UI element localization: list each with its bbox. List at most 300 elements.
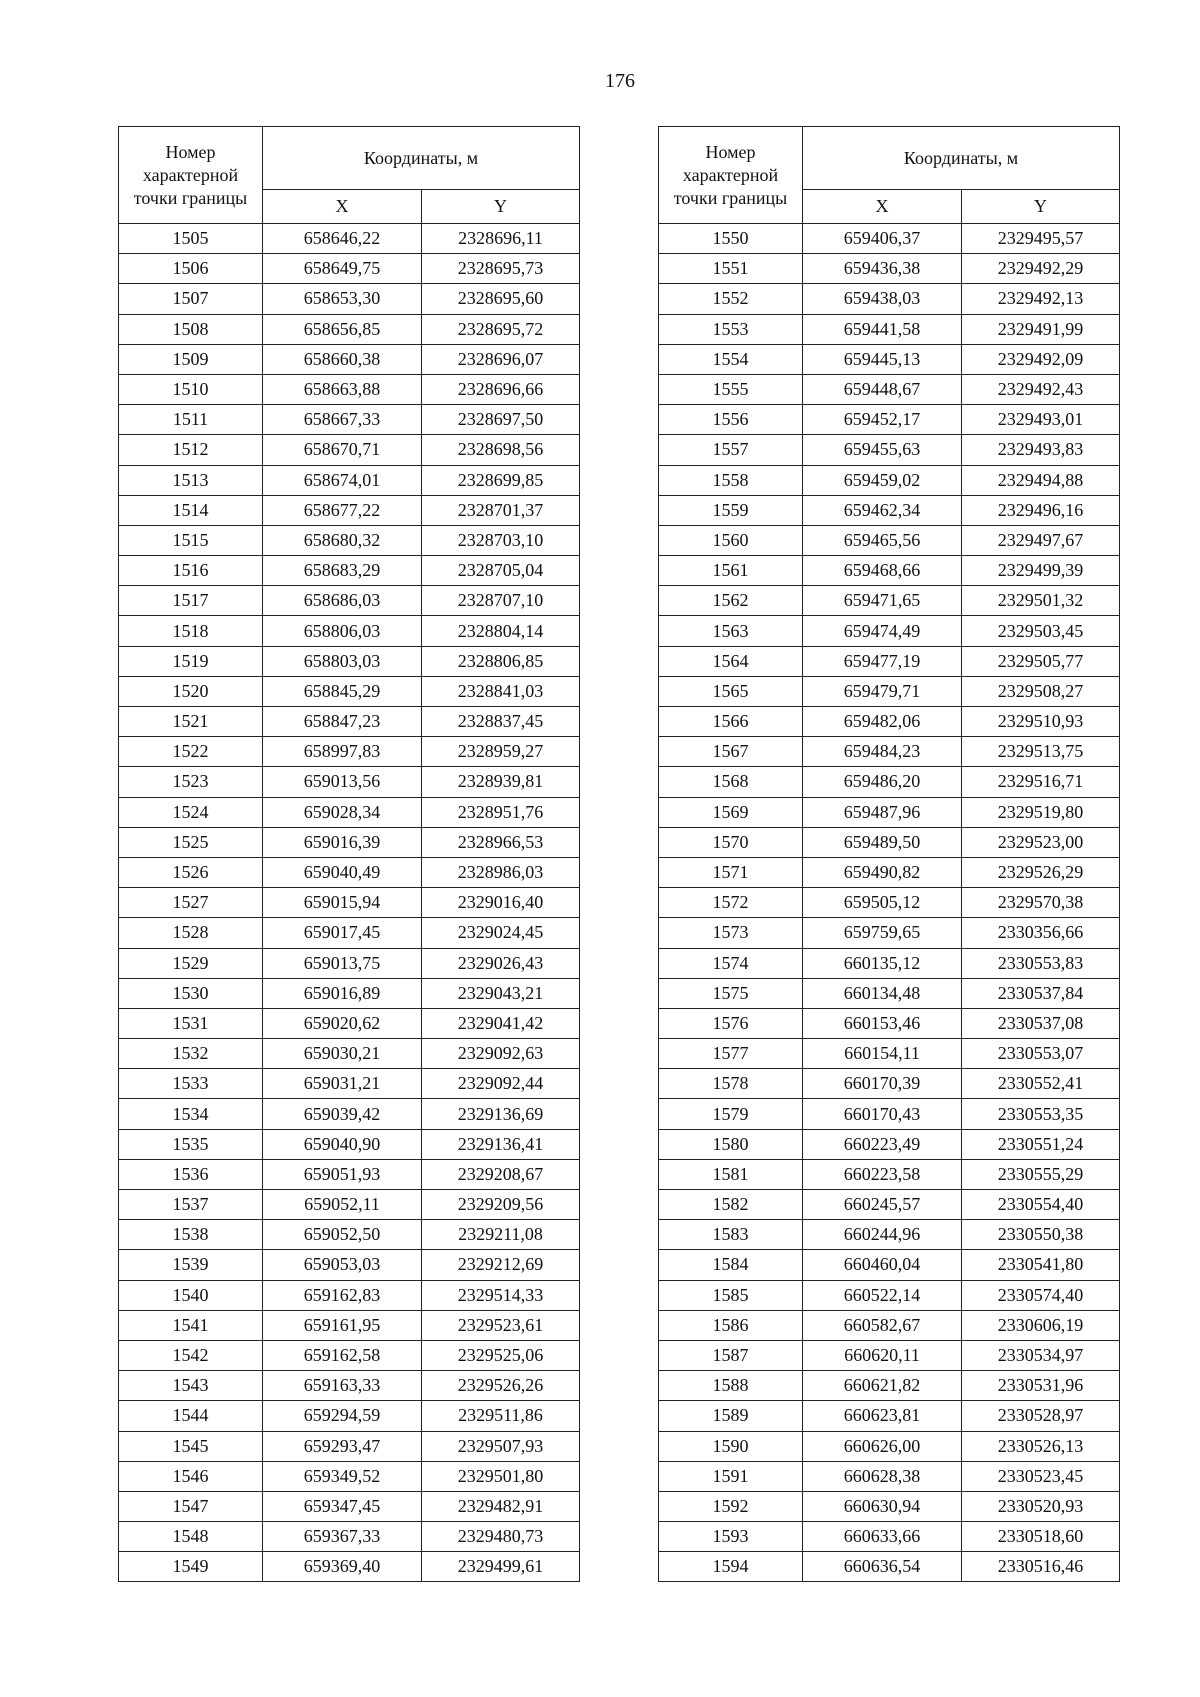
table-row <box>119 1008 580 1038</box>
table-body-left <box>119 224 580 1582</box>
x-coordinate-cell: 660633,66 <box>803 1522 962 1552</box>
table-row <box>119 1159 580 1189</box>
y-coordinate-cell: 2330518,60 <box>962 1522 1120 1552</box>
y-coordinate-cell: 2328696,07 <box>422 344 580 374</box>
y-coordinate-cell: 2329496,16 <box>962 495 1120 525</box>
point-number-cell: 1542 <box>119 1340 263 1370</box>
point-number-cell: 1564 <box>659 646 803 676</box>
x-coordinate-cell: 658660,38 <box>263 344 422 374</box>
point-number-cell: 1525 <box>119 827 263 857</box>
point-number-cell: 1557 <box>659 435 803 465</box>
point-number-cell: 1535 <box>119 1129 263 1159</box>
table-row <box>659 1069 1120 1099</box>
table-row <box>659 1220 1120 1250</box>
x-coordinate-cell: 659489,50 <box>803 827 962 857</box>
table-row <box>119 797 580 827</box>
table-row <box>659 435 1120 465</box>
y-coordinate-cell: 2328698,56 <box>422 435 580 465</box>
x-coordinate-cell: 658656,85 <box>263 314 422 344</box>
x-coordinate-cell: 659015,94 <box>263 888 422 918</box>
x-coordinate-cell: 659441,58 <box>803 314 962 344</box>
x-coordinate-cell: 659053,03 <box>263 1250 422 1280</box>
y-coordinate-cell: 2329523,61 <box>422 1310 580 1340</box>
x-coordinate-cell: 660636,54 <box>803 1552 962 1582</box>
table-row <box>119 767 580 797</box>
x-coordinate-cell: 660170,39 <box>803 1069 962 1099</box>
x-coordinate-cell: 658646,22 <box>263 224 422 254</box>
x-coordinate-cell: 660170,43 <box>803 1099 962 1129</box>
point-number-cell: 1539 <box>119 1250 263 1280</box>
x-coordinate-cell: 660626,00 <box>803 1431 962 1461</box>
y-coordinate-cell: 2329526,26 <box>422 1371 580 1401</box>
y-coordinate-cell: 2329510,93 <box>962 707 1120 737</box>
x-coordinate-cell: 659459,02 <box>803 465 962 495</box>
y-coordinate-cell: 2328701,37 <box>422 495 580 525</box>
table-row <box>119 556 580 586</box>
point-number-cell: 1575 <box>659 978 803 1008</box>
y-coordinate-cell: 2328695,60 <box>422 284 580 314</box>
point-number-cell: 1546 <box>119 1461 263 1491</box>
point-number-cell: 1567 <box>659 737 803 767</box>
point-number-cell: 1549 <box>119 1552 263 1582</box>
point-number-cell: 1507 <box>119 284 263 314</box>
table-row <box>119 857 580 887</box>
point-number-cell: 1526 <box>119 857 263 887</box>
point-number-cell: 1530 <box>119 978 263 1008</box>
x-coordinate-cell: 658803,03 <box>263 646 422 676</box>
y-coordinate-cell: 2329092,63 <box>422 1039 580 1069</box>
point-number-cell: 1579 <box>659 1099 803 1129</box>
table-row <box>659 676 1120 706</box>
point-number-cell: 1554 <box>659 344 803 374</box>
point-number-cell: 1541 <box>119 1310 263 1340</box>
header-point-number: Номер характерной точки границы <box>119 127 263 224</box>
x-coordinate-cell: 659349,52 <box>263 1461 422 1491</box>
table-row <box>119 224 580 254</box>
table-row <box>119 344 580 374</box>
y-coordinate-cell: 2330523,45 <box>962 1461 1120 1491</box>
y-coordinate-cell: 2328695,73 <box>422 254 580 284</box>
table-row <box>659 767 1120 797</box>
x-coordinate-cell: 658806,03 <box>263 616 422 646</box>
y-coordinate-cell: 2329501,32 <box>962 586 1120 616</box>
x-coordinate-cell: 659051,93 <box>263 1159 422 1189</box>
y-coordinate-cell: 2328939,81 <box>422 767 580 797</box>
y-coordinate-cell: 2329492,09 <box>962 344 1120 374</box>
y-coordinate-cell: 2328695,72 <box>422 314 580 344</box>
header-x: X <box>263 190 422 224</box>
x-coordinate-cell: 660135,12 <box>803 948 962 978</box>
x-coordinate-cell: 659484,23 <box>803 737 962 767</box>
x-coordinate-cell: 659028,34 <box>263 797 422 827</box>
y-coordinate-cell: 2330520,93 <box>962 1491 1120 1521</box>
table-row <box>659 1280 1120 1310</box>
point-number-cell: 1587 <box>659 1340 803 1370</box>
y-coordinate-cell: 2328703,10 <box>422 525 580 555</box>
point-number-cell: 1584 <box>659 1250 803 1280</box>
table-row <box>659 737 1120 767</box>
y-coordinate-cell: 2329491,99 <box>962 314 1120 344</box>
y-coordinate-cell: 2330516,46 <box>962 1552 1120 1582</box>
point-number-cell: 1520 <box>119 676 263 706</box>
x-coordinate-cell: 658653,30 <box>263 284 422 314</box>
point-number-cell: 1529 <box>119 948 263 978</box>
point-number-cell: 1523 <box>119 767 263 797</box>
x-coordinate-cell: 659039,42 <box>263 1099 422 1129</box>
x-coordinate-cell: 658847,23 <box>263 707 422 737</box>
x-coordinate-cell: 660623,81 <box>803 1401 962 1431</box>
y-coordinate-cell: 2330553,35 <box>962 1099 1120 1129</box>
x-coordinate-cell: 659040,90 <box>263 1129 422 1159</box>
y-coordinate-cell: 2329209,56 <box>422 1190 580 1220</box>
table-row <box>119 314 580 344</box>
y-coordinate-cell: 2330526,13 <box>962 1431 1120 1461</box>
point-number-cell: 1585 <box>659 1280 803 1310</box>
x-coordinate-cell: 659040,49 <box>263 857 422 887</box>
x-coordinate-cell: 659161,95 <box>263 1310 422 1340</box>
table-row <box>659 1401 1120 1431</box>
point-number-cell: 1505 <box>119 224 263 254</box>
y-coordinate-cell: 2329482,91 <box>422 1491 580 1521</box>
point-number-cell: 1511 <box>119 405 263 435</box>
point-number-cell: 1516 <box>119 556 263 586</box>
point-number-cell: 1537 <box>119 1190 263 1220</box>
x-coordinate-cell: 659016,89 <box>263 978 422 1008</box>
x-coordinate-cell: 658674,01 <box>263 465 422 495</box>
table-row <box>119 1039 580 1069</box>
page-number: 176 <box>605 70 635 92</box>
y-coordinate-cell: 2329136,69 <box>422 1099 580 1129</box>
y-coordinate-cell: 2329516,71 <box>962 767 1120 797</box>
y-coordinate-cell: 2329480,73 <box>422 1522 580 1552</box>
x-coordinate-cell: 660223,58 <box>803 1159 962 1189</box>
table-row <box>119 948 580 978</box>
y-coordinate-cell: 2330528,97 <box>962 1401 1120 1431</box>
table-row <box>119 465 580 495</box>
point-number-cell: 1561 <box>659 556 803 586</box>
table-row <box>119 707 580 737</box>
table-row <box>659 978 1120 1008</box>
point-number-cell: 1518 <box>119 616 263 646</box>
point-number-cell: 1553 <box>659 314 803 344</box>
table-row <box>119 1461 580 1491</box>
point-number-cell: 1519 <box>119 646 263 676</box>
point-number-cell: 1571 <box>659 857 803 887</box>
x-coordinate-cell: 659465,56 <box>803 525 962 555</box>
point-number-cell: 1560 <box>659 525 803 555</box>
y-coordinate-cell: 2329211,08 <box>422 1220 580 1250</box>
y-coordinate-cell: 2329505,77 <box>962 646 1120 676</box>
table-row <box>659 224 1120 254</box>
table-row <box>119 1129 580 1159</box>
table-row <box>119 827 580 857</box>
point-number-cell: 1573 <box>659 918 803 948</box>
table-row <box>659 1310 1120 1340</box>
table-row <box>119 405 580 435</box>
point-number-cell: 1563 <box>659 616 803 646</box>
point-number-cell: 1591 <box>659 1461 803 1491</box>
point-number-cell: 1565 <box>659 676 803 706</box>
x-coordinate-cell: 659448,67 <box>803 374 962 404</box>
x-coordinate-cell: 659455,63 <box>803 435 962 465</box>
point-number-cell: 1586 <box>659 1310 803 1340</box>
y-coordinate-cell: 2329519,80 <box>962 797 1120 827</box>
table-row <box>119 284 580 314</box>
y-coordinate-cell: 2329492,13 <box>962 284 1120 314</box>
table-body-right <box>659 224 1120 1582</box>
point-number-cell: 1566 <box>659 707 803 737</box>
x-coordinate-cell: 660582,67 <box>803 1310 962 1340</box>
y-coordinate-cell: 2329136,41 <box>422 1129 580 1159</box>
x-coordinate-cell: 659013,75 <box>263 948 422 978</box>
x-coordinate-cell: 658667,33 <box>263 405 422 435</box>
y-coordinate-cell: 2328696,11 <box>422 224 580 254</box>
point-number-cell: 1578 <box>659 1069 803 1099</box>
table-row <box>659 1099 1120 1129</box>
point-number-cell: 1543 <box>119 1371 263 1401</box>
point-number-cell: 1569 <box>659 797 803 827</box>
y-coordinate-cell: 2328804,14 <box>422 616 580 646</box>
x-coordinate-cell: 659162,83 <box>263 1280 422 1310</box>
point-number-cell: 1576 <box>659 1008 803 1038</box>
point-number-cell: 1581 <box>659 1159 803 1189</box>
table-row <box>119 1340 580 1370</box>
y-coordinate-cell: 2330553,07 <box>962 1039 1120 1069</box>
point-number-cell: 1508 <box>119 314 263 344</box>
x-coordinate-cell: 659505,12 <box>803 888 962 918</box>
table-row <box>119 978 580 1008</box>
y-coordinate-cell: 2330574,40 <box>962 1280 1120 1310</box>
table-row <box>659 948 1120 978</box>
x-coordinate-cell: 658670,71 <box>263 435 422 465</box>
table-row <box>119 254 580 284</box>
y-coordinate-cell: 2328699,85 <box>422 465 580 495</box>
table-row <box>119 1190 580 1220</box>
x-coordinate-cell: 659294,59 <box>263 1401 422 1431</box>
point-number-cell: 1582 <box>659 1190 803 1220</box>
x-coordinate-cell: 660460,04 <box>803 1250 962 1280</box>
table-row <box>119 676 580 706</box>
point-number-cell: 1590 <box>659 1431 803 1461</box>
y-coordinate-cell: 2329041,42 <box>422 1008 580 1038</box>
x-coordinate-cell: 660620,11 <box>803 1340 962 1370</box>
table-row <box>659 525 1120 555</box>
header-point-number: Номер характерной точки границы <box>659 127 803 224</box>
x-coordinate-cell: 658997,83 <box>263 737 422 767</box>
x-coordinate-cell: 659490,82 <box>803 857 962 887</box>
point-number-cell: 1538 <box>119 1220 263 1250</box>
table-row <box>659 1340 1120 1370</box>
table-row <box>659 1129 1120 1159</box>
y-coordinate-cell: 2329513,75 <box>962 737 1120 767</box>
point-number-cell: 1531 <box>119 1008 263 1038</box>
y-coordinate-cell: 2330550,38 <box>962 1220 1120 1250</box>
header-coordinates: Координаты, м <box>263 127 580 190</box>
table-row <box>659 918 1120 948</box>
y-coordinate-cell: 2328951,76 <box>422 797 580 827</box>
x-coordinate-cell: 659347,45 <box>263 1491 422 1521</box>
table-row <box>659 314 1120 344</box>
y-coordinate-cell: 2329043,21 <box>422 978 580 1008</box>
x-coordinate-cell: 659479,71 <box>803 676 962 706</box>
point-number-cell: 1551 <box>659 254 803 284</box>
x-coordinate-cell: 658680,32 <box>263 525 422 555</box>
table-row <box>119 1099 580 1129</box>
point-number-cell: 1512 <box>119 435 263 465</box>
y-coordinate-cell: 2330531,96 <box>962 1371 1120 1401</box>
x-coordinate-cell: 659406,37 <box>803 224 962 254</box>
point-number-cell: 1522 <box>119 737 263 767</box>
table-row <box>659 284 1120 314</box>
x-coordinate-cell: 658663,88 <box>263 374 422 404</box>
y-coordinate-cell: 2330356,66 <box>962 918 1120 948</box>
point-number-cell: 1532 <box>119 1039 263 1069</box>
y-coordinate-cell: 2330551,24 <box>962 1129 1120 1159</box>
y-coordinate-cell: 2328697,50 <box>422 405 580 435</box>
table-row <box>119 1371 580 1401</box>
y-coordinate-cell: 2328806,85 <box>422 646 580 676</box>
table-row <box>659 405 1120 435</box>
x-coordinate-cell: 659474,49 <box>803 616 962 646</box>
point-number-cell: 1527 <box>119 888 263 918</box>
table-row <box>119 1552 580 1582</box>
y-coordinate-cell: 2330606,19 <box>962 1310 1120 1340</box>
table-row <box>659 1371 1120 1401</box>
y-coordinate-cell: 2329507,93 <box>422 1431 580 1461</box>
x-coordinate-cell: 659477,19 <box>803 646 962 676</box>
table-row <box>659 1039 1120 1069</box>
x-coordinate-cell: 659369,40 <box>263 1552 422 1582</box>
x-coordinate-cell: 659031,21 <box>263 1069 422 1099</box>
table-row <box>119 737 580 767</box>
y-coordinate-cell: 2329511,86 <box>422 1401 580 1431</box>
table-row <box>119 1310 580 1340</box>
header-x: X <box>803 190 962 224</box>
x-coordinate-cell: 660522,14 <box>803 1280 962 1310</box>
table-row <box>119 1401 580 1431</box>
coordinates-table-left <box>118 126 580 1582</box>
table-row <box>659 616 1120 646</box>
y-coordinate-cell: 2329492,29 <box>962 254 1120 284</box>
table-row <box>119 616 580 646</box>
table-row <box>119 525 580 555</box>
point-number-cell: 1592 <box>659 1491 803 1521</box>
point-number-cell: 1556 <box>659 405 803 435</box>
y-coordinate-cell: 2328841,03 <box>422 676 580 706</box>
point-number-cell: 1577 <box>659 1039 803 1069</box>
x-coordinate-cell: 659052,11 <box>263 1190 422 1220</box>
y-coordinate-cell: 2329499,61 <box>422 1552 580 1582</box>
point-number-cell: 1515 <box>119 525 263 555</box>
x-coordinate-cell: 658649,75 <box>263 254 422 284</box>
table-row <box>119 1491 580 1521</box>
y-coordinate-cell: 2329024,45 <box>422 918 580 948</box>
table-row <box>119 646 580 676</box>
y-coordinate-cell: 2330555,29 <box>962 1159 1120 1189</box>
table-row <box>659 1461 1120 1491</box>
x-coordinate-cell: 658686,03 <box>263 586 422 616</box>
x-coordinate-cell: 659162,58 <box>263 1340 422 1370</box>
y-coordinate-cell: 2329501,80 <box>422 1461 580 1491</box>
point-number-cell: 1510 <box>119 374 263 404</box>
x-coordinate-cell: 659486,20 <box>803 767 962 797</box>
point-number-cell: 1517 <box>119 586 263 616</box>
y-coordinate-cell: 2329493,01 <box>962 405 1120 435</box>
y-coordinate-cell: 2329492,43 <box>962 374 1120 404</box>
table-row <box>119 495 580 525</box>
table-row <box>659 888 1120 918</box>
table-row <box>659 1159 1120 1189</box>
header-coordinates: Координаты, м <box>803 127 1120 190</box>
header-y: Y <box>422 190 580 224</box>
table-row <box>119 1280 580 1310</box>
x-coordinate-cell: 659017,45 <box>263 918 422 948</box>
header-y: Y <box>962 190 1120 224</box>
table-row <box>659 586 1120 616</box>
x-coordinate-cell: 659367,33 <box>263 1522 422 1552</box>
y-coordinate-cell: 2329495,57 <box>962 224 1120 254</box>
point-number-cell: 1574 <box>659 948 803 978</box>
point-number-cell: 1536 <box>119 1159 263 1189</box>
table-row <box>659 556 1120 586</box>
point-number-cell: 1555 <box>659 374 803 404</box>
point-number-cell: 1528 <box>119 918 263 948</box>
table-row <box>659 344 1120 374</box>
y-coordinate-cell: 2328707,10 <box>422 586 580 616</box>
x-coordinate-cell: 659468,66 <box>803 556 962 586</box>
y-coordinate-cell: 2329514,33 <box>422 1280 580 1310</box>
point-number-cell: 1588 <box>659 1371 803 1401</box>
x-coordinate-cell: 659445,13 <box>803 344 962 374</box>
y-coordinate-cell: 2330554,40 <box>962 1190 1120 1220</box>
table-row <box>659 1431 1120 1461</box>
y-coordinate-cell: 2329523,00 <box>962 827 1120 857</box>
x-coordinate-cell: 659471,65 <box>803 586 962 616</box>
table-row <box>119 1522 580 1552</box>
point-number-cell: 1570 <box>659 827 803 857</box>
x-coordinate-cell: 659013,56 <box>263 767 422 797</box>
y-coordinate-cell: 2329503,45 <box>962 616 1120 646</box>
x-coordinate-cell: 659293,47 <box>263 1431 422 1461</box>
table-row <box>119 586 580 616</box>
table-row <box>659 254 1120 284</box>
x-coordinate-cell: 660245,57 <box>803 1190 962 1220</box>
table-row <box>659 646 1120 676</box>
y-coordinate-cell: 2329499,39 <box>962 556 1120 586</box>
x-coordinate-cell: 659482,06 <box>803 707 962 737</box>
point-number-cell: 1533 <box>119 1069 263 1099</box>
y-coordinate-cell: 2330553,83 <box>962 948 1120 978</box>
x-coordinate-cell: 660134,48 <box>803 978 962 1008</box>
y-coordinate-cell: 2328959,27 <box>422 737 580 767</box>
table-row <box>119 888 580 918</box>
table-row <box>659 827 1120 857</box>
point-number-cell: 1534 <box>119 1099 263 1129</box>
point-number-cell: 1580 <box>659 1129 803 1159</box>
point-number-cell: 1540 <box>119 1280 263 1310</box>
x-coordinate-cell: 659020,62 <box>263 1008 422 1038</box>
y-coordinate-cell: 2329026,43 <box>422 948 580 978</box>
table-row <box>659 857 1120 887</box>
table-row <box>659 495 1120 525</box>
table-row <box>659 1008 1120 1038</box>
y-coordinate-cell: 2329212,69 <box>422 1250 580 1280</box>
x-coordinate-cell: 660630,94 <box>803 1491 962 1521</box>
point-number-cell: 1562 <box>659 586 803 616</box>
point-number-cell: 1568 <box>659 767 803 797</box>
y-coordinate-cell: 2329497,67 <box>962 525 1120 555</box>
coordinates-table-right <box>658 126 1120 1582</box>
